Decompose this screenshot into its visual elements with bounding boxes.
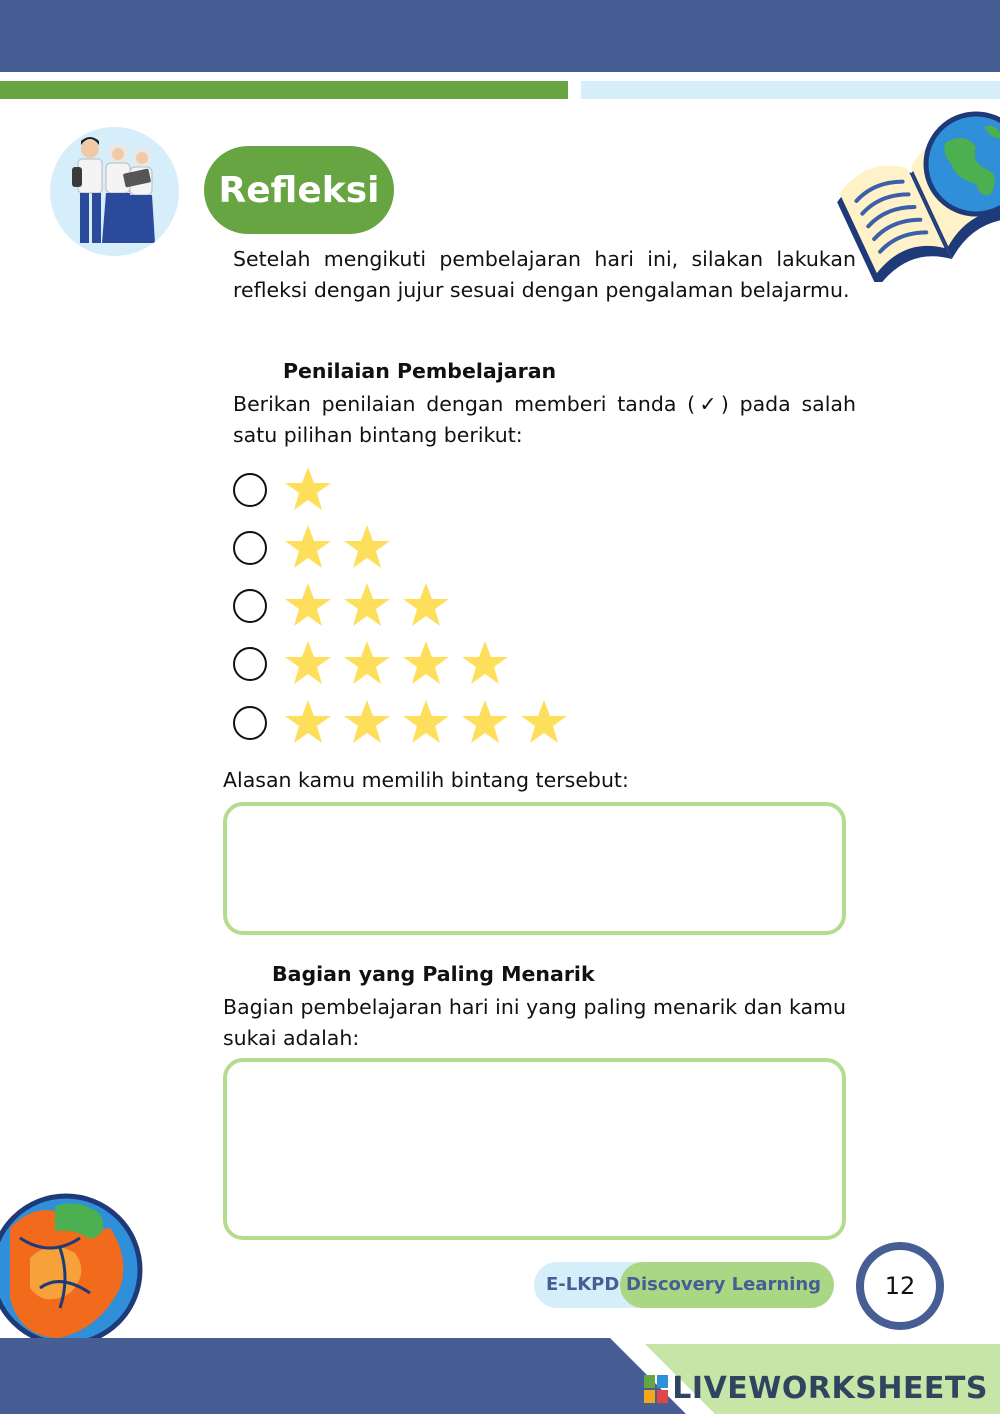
rating-instruction: Berikan penilaian dengan memberi tanda (✓) pada salah satu pilihan bintang berikut: <box>233 392 856 447</box>
rating-option-5-stars[interactable] <box>233 700 578 746</box>
footer-label-main: Discovery Learning <box>626 1274 822 1295</box>
star-icon <box>460 639 510 689</box>
rating-option-2-stars[interactable] <box>233 525 401 571</box>
rating-option-1-stars[interactable] <box>233 467 342 513</box>
rating-option-4-stars[interactable] <box>233 641 519 687</box>
rating-radio[interactable] <box>233 473 267 507</box>
star-icon <box>342 523 392 573</box>
interest-instruction: Bagian pembelajaran hari ini yang paling menarik dan kamu sukai adalah: <box>223 995 846 1050</box>
star-icon <box>283 639 333 689</box>
header-green-stripe <box>0 81 568 99</box>
intro-paragraph: Setelah mengikuti pembelajaran hari ini, silakan lakukan refleksi dengan jujur sesuai dengan pengalaman belajarmu. <box>233 247 856 302</box>
liveworksheets-brand[interactable] <box>644 1371 988 1406</box>
star-icon <box>283 698 333 748</box>
star-icon <box>519 698 569 748</box>
page-number: 12 <box>856 1242 944 1330</box>
star-icon <box>460 698 510 748</box>
star-icon <box>283 581 333 631</box>
reason-answer-box[interactable] <box>223 802 846 935</box>
star-icon <box>342 639 392 689</box>
students-illustration <box>50 127 179 256</box>
page-title: Refleksi <box>204 146 394 234</box>
reason-label: Alasan kamu memilih bintang tersebut: <box>223 768 629 792</box>
rating-radio[interactable] <box>233 647 267 681</box>
star-icon <box>342 698 392 748</box>
star-icon <box>401 639 451 689</box>
interest-heading: Bagian yang Paling Menarik <box>272 962 595 986</box>
star-icon <box>283 465 333 515</box>
rating-radio[interactable] <box>233 589 267 623</box>
footer-label-pill <box>534 1262 834 1308</box>
rating-option-3-stars[interactable] <box>233 583 460 629</box>
star-icon <box>283 523 333 573</box>
rating-radio[interactable] <box>233 706 267 740</box>
star-icon <box>401 698 451 748</box>
header-band <box>0 0 1000 72</box>
rating-heading: Penilaian Pembelajaran <box>283 359 557 383</box>
footer-label-prefix: E-LKPD <box>546 1274 620 1295</box>
star-icon <box>342 581 392 631</box>
star-icon <box>401 581 451 631</box>
liveworksheets-logo-icon <box>644 1375 668 1403</box>
rating-radio[interactable] <box>233 531 267 565</box>
earth-globe-illustration <box>0 1188 145 1343</box>
interest-answer-box[interactable] <box>223 1058 846 1240</box>
liveworksheets-brand-text: LIVEWORKSHEETS <box>672 1371 988 1406</box>
